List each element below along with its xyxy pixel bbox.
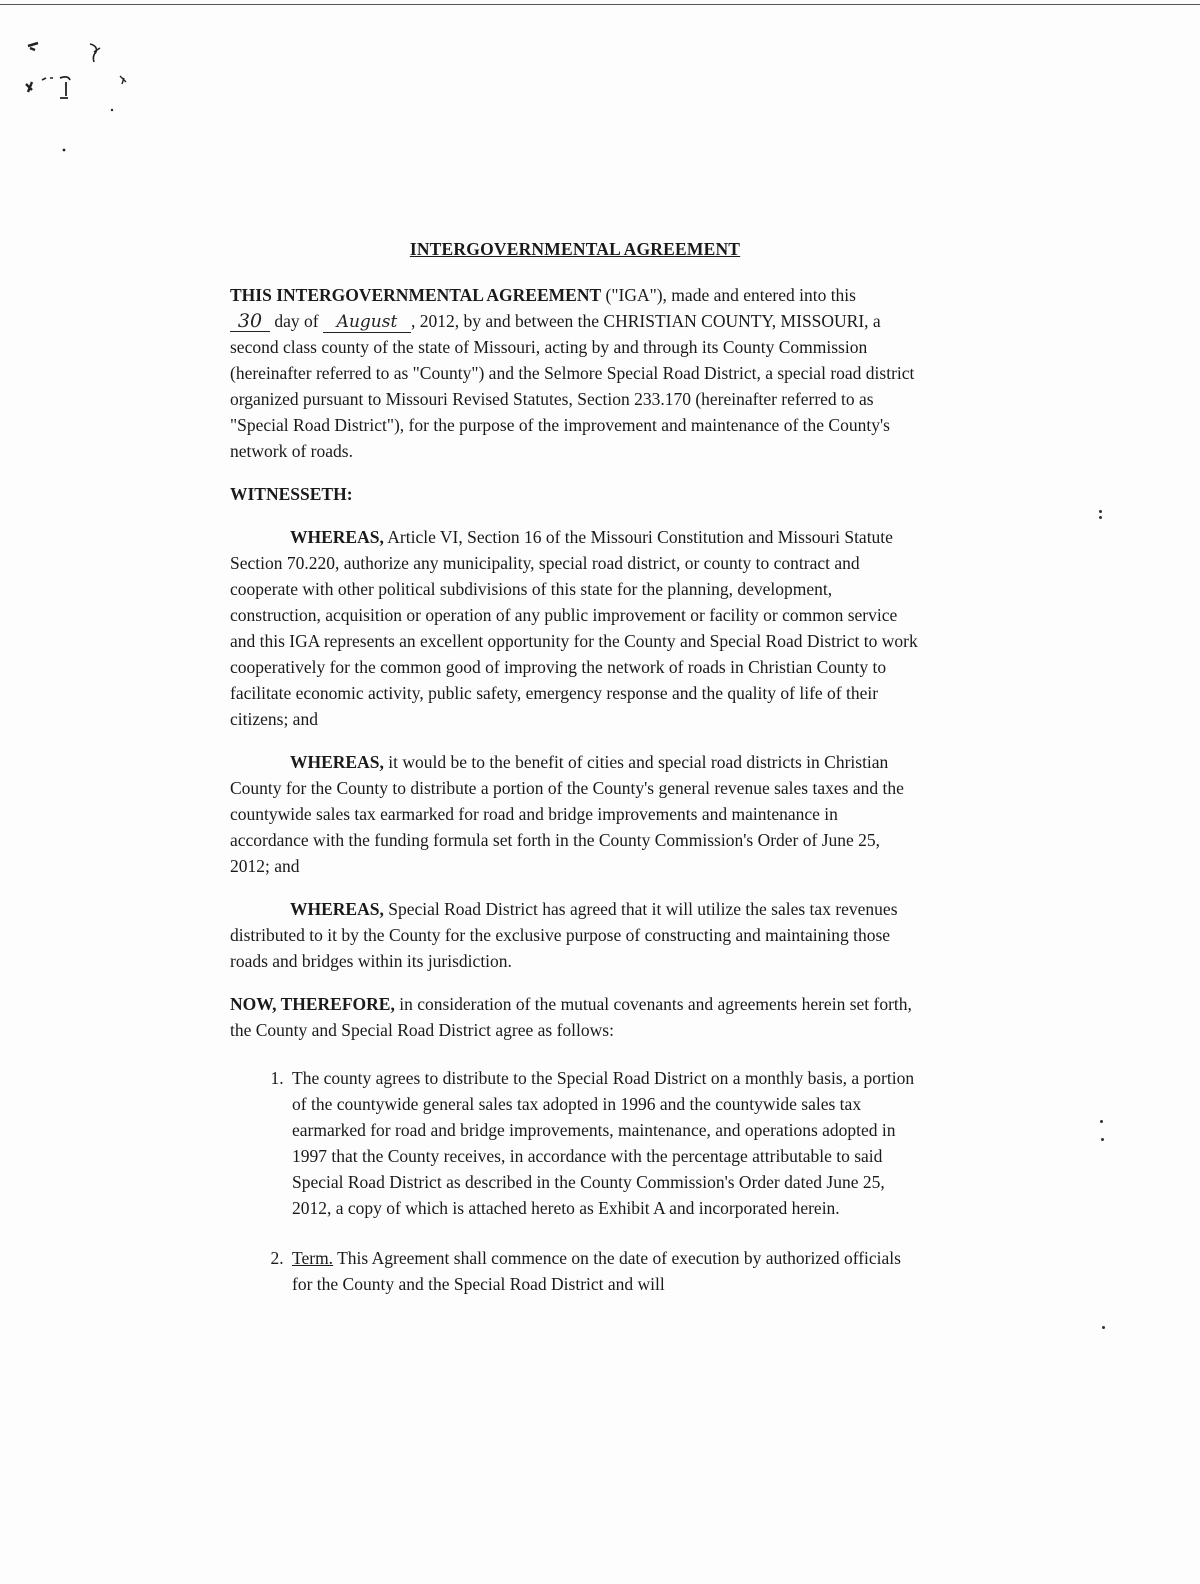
scan-speck — [1102, 1326, 1105, 1329]
whereas-lead: WHEREAS, — [290, 899, 384, 919]
handwritten-month: August — [323, 312, 411, 333]
document-title: INTERGOVERNMENTAL AGREEMENT — [409, 239, 741, 259]
intro-text-2: day of — [270, 311, 323, 331]
intro-paragraph — [230, 282, 920, 464]
intro-text-3: , 2012, by and between the CHRISTIAN COUNTY, MISSOURI, a second class county of the state of Missouri, acting by and through its County Commission (hereinafter referred to as "County") and the Selmore Special Road District, a special road district organized pursuant to Missouri Revised Statutes, Section 233.170 (hereinafter referred to as "Special Road District"), for the purpose of the improvement and maintenance of the County's network of roads. — [230, 311, 915, 461]
whereas-paragraph-2 — [230, 749, 920, 879]
list-item-text: The county agrees to distribute to the Special Road District on a monthly basis, a portion of the countywide general sales tax adopted in 1996 and the countywide sales tax earmarked for road and bridge improvements, maintenance, and operations adopted in 1997 that the County receives, in accordance with the percentage attributable to said Special Road District as described in the County Commission's Order dated June 25, 2012, a copy of which is attached hereto as Exhibit A and incorporated herein. — [292, 1068, 915, 1218]
whereas-text: Special Road District has agreed that it will utilize the sales tax revenues distributed to it by the County for the exclusive purpose of constructing and maintaining those roads and bridges within its jurisdiction. — [230, 899, 898, 971]
scan-speck — [1099, 516, 1102, 519]
scan-artifact-marks — [20, 38, 160, 158]
list-item — [288, 1245, 920, 1297]
whereas-text: Article VI, Section 16 of the Missouri Constitution and Missouri Statute Section 70.220, authorize any municipality, special road district, or county to contract and cooperate with other political subdivisions of this state for the planning, development, construction, acquisition or operation of any public improvement or facility or common service and this IGA represents an excellent opportunity for the County and Special Road District to work cooperatively for the common good of improving the network of roads in Christian County to facilitate economic activity, public safety, emergency response and the quality of life of their citizens; and — [230, 527, 918, 729]
whereas-lead: WHEREAS, — [290, 527, 384, 547]
list-item — [288, 1065, 920, 1221]
scan-speck — [1100, 1120, 1103, 1123]
now-therefore-lead: NOW, THEREFORE, — [230, 994, 395, 1014]
agreement-terms-list — [230, 1065, 920, 1297]
whereas-text: it would be to the benefit of cities and special road districts in Christian County for the County to distribute a portion of the County's general revenue sales taxes and the countywide sales tax earmarked for road and bridge improvements and maintenance in accordance with the funding formula set forth in the County Commission's Order of June 25, 2012; and — [230, 752, 904, 876]
list-item-text: This Agreement shall commence on the date of execution by authorized officials for the County and the Special Road District and will — [292, 1248, 901, 1294]
intro-lead: THIS INTERGOVERNMENTAL AGREEMENT — [230, 285, 602, 305]
whereas-lead: WHEREAS, — [290, 752, 384, 772]
intro-text-1: ("IGA"), made and entered into this — [601, 285, 856, 305]
scan-top-rule — [0, 4, 1200, 5]
handwritten-day: 30 — [230, 311, 270, 332]
now-therefore-paragraph — [230, 991, 920, 1043]
now-therefore-text: in consideration of the mutual covenants and agreements herein set forth, the County and Special Road District agree as follows: — [230, 994, 912, 1040]
term-label: Term. — [292, 1248, 334, 1268]
scan-speck — [1099, 510, 1102, 513]
agreement-body — [230, 236, 920, 1321]
scan-speck — [1101, 1138, 1104, 1141]
witnesseth-heading: WITNESSETH: — [230, 484, 353, 504]
whereas-paragraph-1 — [230, 524, 920, 732]
whereas-paragraph-3 — [230, 896, 920, 974]
